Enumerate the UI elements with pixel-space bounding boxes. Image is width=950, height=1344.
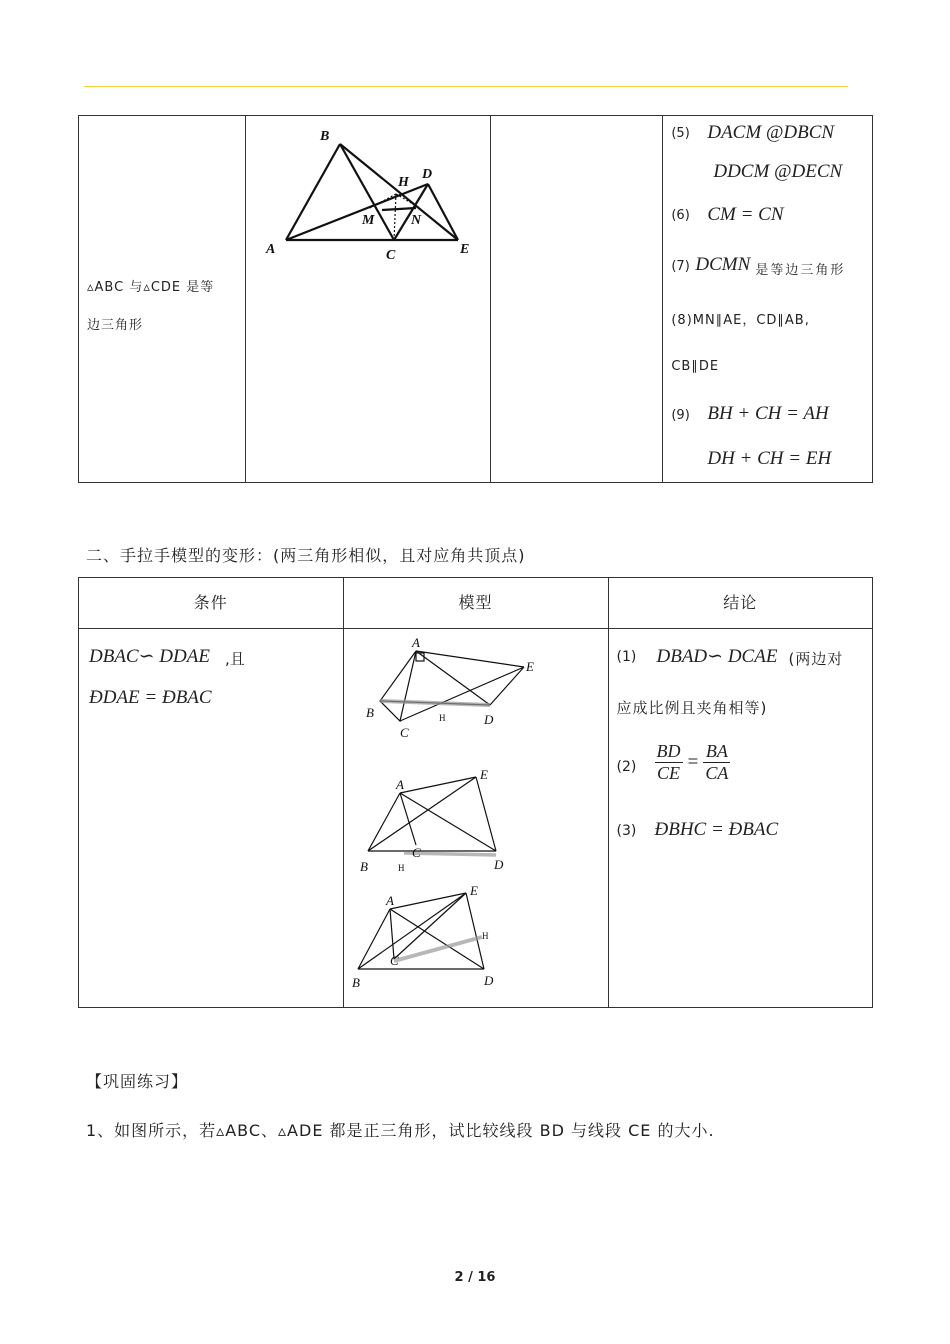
c2-frac1-num: BD	[656, 741, 681, 761]
page-number: 2 / 16	[454, 1270, 496, 1285]
fig3-B: B	[351, 975, 360, 990]
label-C: C	[385, 248, 396, 263]
fig2-E: E	[479, 767, 488, 782]
label-N: N	[410, 213, 421, 228]
condition-line-2: 边三角形	[87, 318, 144, 333]
header-model: 模型	[343, 578, 608, 629]
c5-line1: DACM @DBCN	[707, 122, 835, 143]
c6: CM = CN	[707, 204, 784, 225]
c2-fraction-equation	[655, 741, 731, 784]
equilateral-triangles-figure	[246, 116, 490, 478]
c5-line2: DDCM @DECN	[713, 161, 843, 182]
c8-line1: (8)MN∥AE，CD∥AB,	[671, 313, 810, 328]
c2-frac1-den: CE	[656, 763, 680, 783]
fig2-H: H	[397, 863, 404, 873]
c1-text: (两边对	[788, 650, 844, 668]
c9-line1: BH + CH = AH	[707, 403, 829, 424]
fig1-H: H	[438, 713, 445, 723]
label-B: B	[319, 129, 330, 144]
c1-math: DBAD∽ DCAE	[656, 646, 778, 667]
section-2-title: 二、手拉手模型的变形：(两三角形相似，且对应角共顶点)	[86, 546, 526, 565]
cond-line2: ÐDAE = ÐBAC	[89, 687, 212, 708]
cond-line1-text: ,且	[225, 650, 245, 668]
fig1-E: E	[525, 659, 534, 674]
c8-line2: CB∥DE	[671, 359, 720, 374]
c2-frac2	[703, 741, 730, 784]
header-conclusion: 结论	[608, 578, 873, 629]
fig1-B: B	[365, 705, 374, 720]
c2-eq: =	[687, 751, 699, 773]
c3: ÐBHC = ÐBAC	[654, 819, 779, 840]
c5-num: (5)	[671, 126, 690, 141]
fig2-A: A	[395, 777, 404, 792]
model-cell-2	[343, 629, 608, 1008]
condition-line-1: ▵ABC 与▵CDE 是等	[87, 280, 215, 295]
fig3-E: E	[469, 883, 478, 898]
fig3-H: H	[481, 931, 488, 941]
c7-text: 是等边三角形	[755, 263, 846, 278]
condition-cell-2	[79, 629, 344, 1008]
fig1-D: D	[483, 712, 493, 727]
c2-frac2-num: BA	[703, 741, 730, 763]
c6-num: (6)	[671, 208, 690, 223]
conclusion-cell	[663, 116, 873, 483]
practice-question-1: 1、如图所示，若▵ABC、▵ADE 都是正三角形，试比较线段 BD 与线段 CE 的大小.	[86, 1121, 715, 1140]
c7-num: (7)	[671, 259, 690, 274]
label-M: M	[361, 213, 375, 228]
practice-title: 【巩固练习】	[86, 1072, 189, 1091]
c2-frac1	[655, 741, 683, 784]
header-rule	[84, 86, 848, 87]
fig1-A: A	[411, 635, 420, 650]
model-table-1	[78, 115, 873, 483]
fig3-A: A	[385, 893, 394, 908]
model-table-2	[78, 577, 873, 1008]
c3-num: (3)	[616, 823, 637, 839]
c2-frac2-den: CA	[705, 763, 729, 783]
c7-math: DCMN	[695, 254, 751, 275]
fig2-D: D	[493, 857, 503, 872]
fig3-C: C	[389, 953, 399, 968]
c9-num: (9)	[671, 408, 690, 423]
fig2-B: B	[359, 859, 368, 874]
label-A: A	[265, 242, 276, 257]
fig1-C: C	[399, 725, 409, 740]
label-D: D	[421, 167, 432, 182]
empty-cell	[490, 116, 663, 483]
similar-triangles-figures	[344, 629, 608, 1003]
c1-num: (1)	[616, 649, 637, 665]
condition-cell	[79, 116, 246, 483]
label-H: H	[397, 175, 409, 190]
c1-line2: 应成比例且夹角相等)	[616, 699, 768, 717]
figure-cell	[245, 116, 490, 483]
c9-line2: DH + CH = EH	[707, 448, 832, 469]
fig2-C: C	[411, 845, 421, 860]
conclusion-cell-2	[608, 629, 873, 1008]
header-condition: 条件	[79, 578, 344, 629]
cond-line1-math: DBAC∽ DDAE	[89, 646, 210, 667]
label-E: E	[459, 242, 470, 257]
c2-num: (2)	[616, 759, 637, 775]
fig3-D: D	[483, 973, 493, 988]
